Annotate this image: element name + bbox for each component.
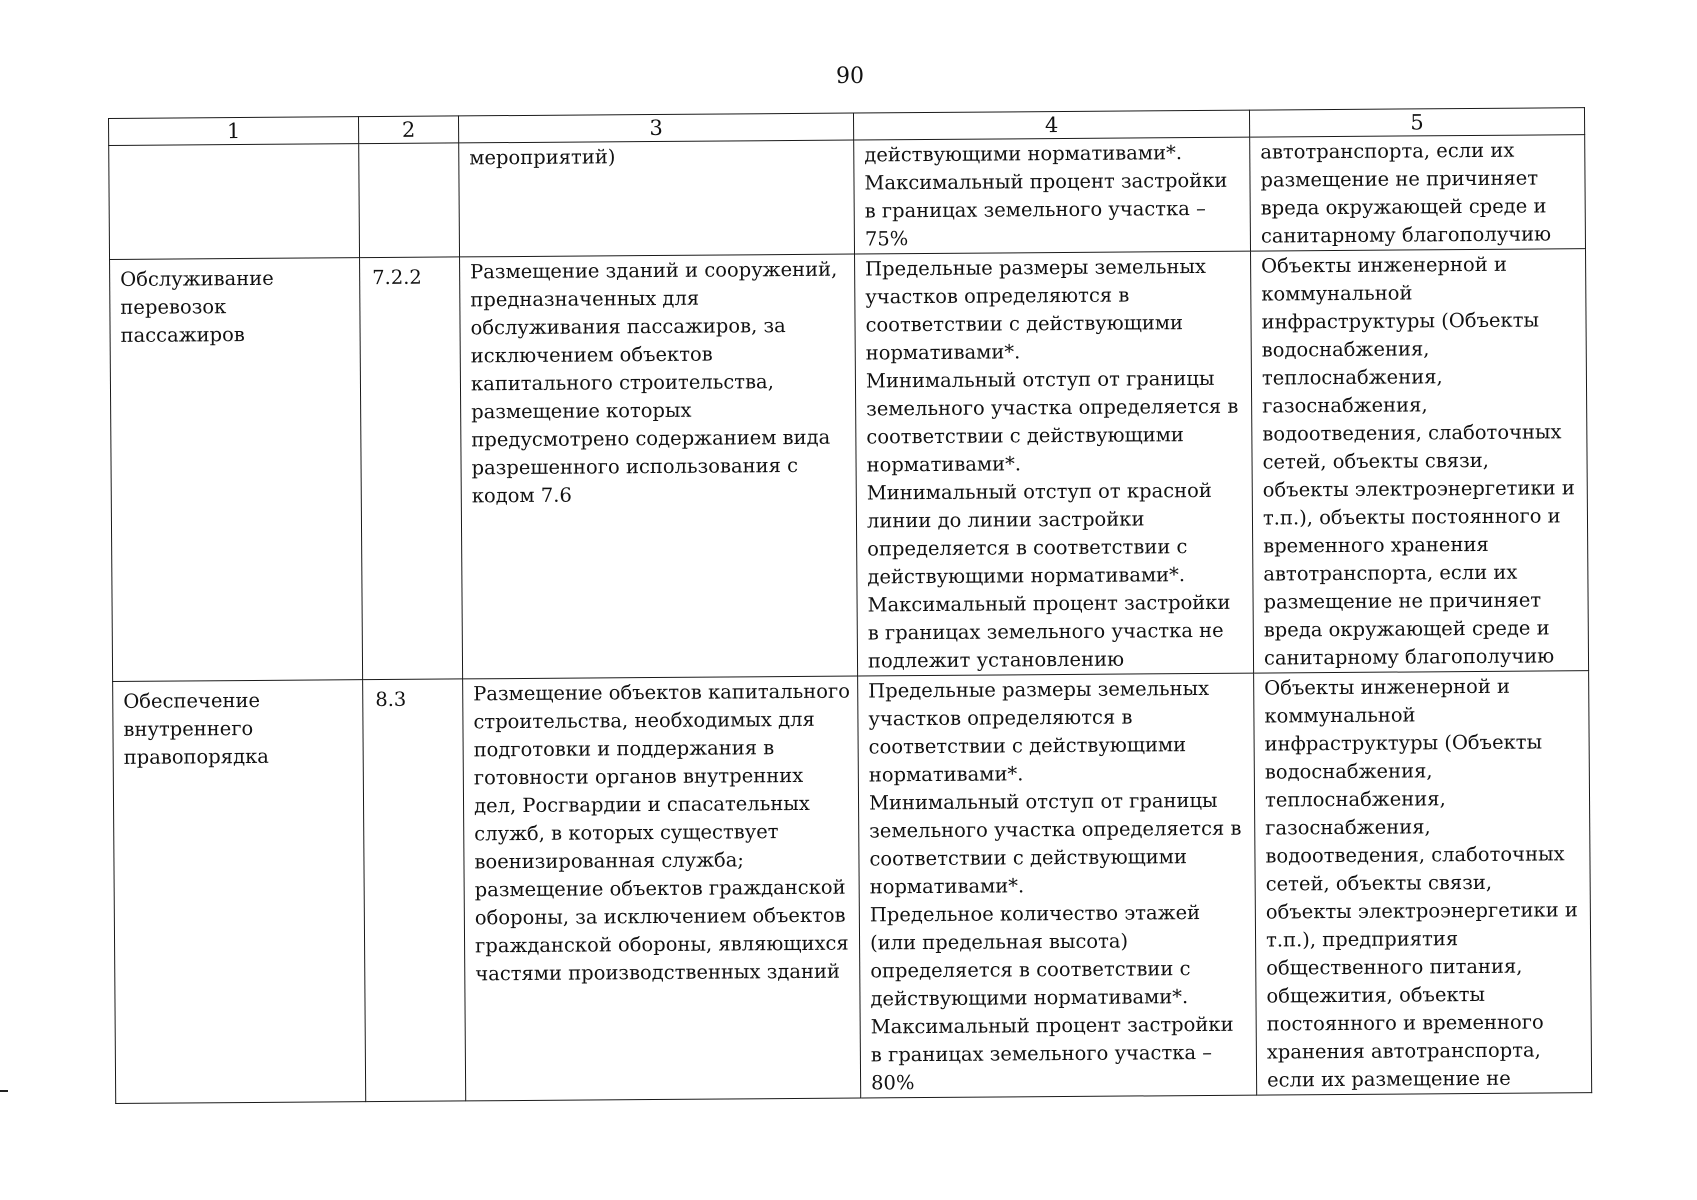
text-line: размещение не причиняет xyxy=(1260,166,1539,192)
parameters-cell xyxy=(855,251,1254,676)
text-line: Объекты инженерной и xyxy=(1261,252,1507,278)
use-name-cell xyxy=(109,144,360,260)
text-line: водоотведения, слаботочных xyxy=(1262,420,1562,446)
text-line: Предельные размеры земельных xyxy=(868,676,1210,703)
text-line: Обслуживание xyxy=(120,266,274,291)
text-line: Максимальный процент застройки xyxy=(867,590,1231,617)
text-line: обслуживания пассажиров, за xyxy=(470,314,786,340)
text-line: частями производственных зданий xyxy=(475,959,841,986)
use-code-cell: 7.2.2 xyxy=(360,257,463,680)
text-line: военизированная служба; xyxy=(474,848,745,874)
page-number: 90 xyxy=(836,64,864,89)
text-line: правопорядка xyxy=(123,744,269,769)
text-line: Предельные размеры земельных xyxy=(865,254,1207,281)
parameters-cell xyxy=(854,137,1251,254)
column-number-1: 1 xyxy=(109,117,359,146)
text-line: нормативами*. xyxy=(869,874,1025,899)
text-line: инфраструктуры (Объекты xyxy=(1261,308,1540,334)
text-line: вреда окружающей среде и xyxy=(1260,194,1547,220)
text-line: вреда окружающей среде и xyxy=(1263,616,1550,642)
text-line: служб, в которых существует xyxy=(474,820,779,846)
text-line: водоотведения, слаботочных xyxy=(1265,842,1565,868)
text-line: сетей, объекты связи, xyxy=(1265,870,1493,896)
text-line: нормативами*. xyxy=(868,762,1024,787)
text-line: Минимальный отступ от границы xyxy=(868,788,1218,815)
text-line: действующими нормативами*. xyxy=(864,141,1183,167)
text-line: предназначенных для xyxy=(470,286,700,312)
text-line: водоснабжения, xyxy=(1264,759,1433,784)
text-line: участков определяются в xyxy=(868,705,1133,731)
text-line: Минимальный отступ от границы xyxy=(865,366,1215,393)
text-line: разрешенного использования с xyxy=(471,453,799,480)
column-number-4: 4 xyxy=(853,110,1249,140)
text-line: предусмотрено содержанием вида xyxy=(471,425,831,452)
text-line: газоснабжения, xyxy=(1262,393,1428,418)
text-line: общежития, объекты xyxy=(1266,982,1486,1008)
text-line: действующими нормативами*. xyxy=(870,985,1189,1011)
text-line: т.п.), объекты постоянного и xyxy=(1262,504,1561,530)
column-number-3: 3 xyxy=(458,113,853,143)
text-line: автотранспорта, если их xyxy=(1260,138,1515,164)
text-line: в границах земельного участка не xyxy=(867,618,1224,645)
text-line: теплоснабжения, xyxy=(1261,365,1443,390)
text-line: Максимальный процент застройки xyxy=(870,1012,1234,1039)
parameters-cell xyxy=(858,673,1257,1098)
table-row xyxy=(110,249,1589,682)
text-line: соответствии с действующими xyxy=(866,423,1184,449)
text-line: готовности органов внутренних xyxy=(473,763,804,790)
text-line: внутреннего xyxy=(123,716,254,741)
text-line: соответствии с действующими xyxy=(869,845,1187,871)
table-row xyxy=(109,135,1586,260)
use-code-cell xyxy=(359,143,460,258)
text-line: размещение которых xyxy=(471,398,692,424)
text-line: обороны, за исключением объектов xyxy=(474,903,846,930)
text-line: объекты электроэнергетики и xyxy=(1265,898,1578,924)
text-line: Объекты инженерной и xyxy=(1264,674,1511,700)
auxiliary-uses-cell xyxy=(1251,249,1589,673)
text-line: 75% xyxy=(864,227,909,251)
text-line: земельного участка определяется в xyxy=(869,816,1242,843)
text-line: мероприятий) xyxy=(469,145,616,170)
column-number-2: 2 xyxy=(358,116,458,144)
text-line: объекты электроэнергетики и xyxy=(1262,476,1575,502)
text-line: соответствии с действующими xyxy=(865,311,1184,337)
text-line: санитарному благополучию xyxy=(1260,222,1552,248)
text-line: Обеспечение xyxy=(123,688,261,713)
use-description-cell xyxy=(460,254,858,679)
text-line: в границах земельного участка – xyxy=(864,196,1206,223)
text-line: Размещение объектов капитального xyxy=(473,679,851,706)
text-line: капитального строительства, xyxy=(470,370,774,396)
text-line: Минимальный отступ от красной xyxy=(866,478,1212,505)
text-line: исключением объектов xyxy=(470,342,713,368)
text-line: теплоснабжения, xyxy=(1264,787,1446,812)
text-line: кодом 7.6 xyxy=(471,483,572,508)
auxiliary-uses-cell xyxy=(1254,671,1592,1095)
use-description-cell xyxy=(459,140,855,257)
text-line: дел, Росгвардии и спасательных xyxy=(473,791,810,818)
table-row xyxy=(113,671,1592,1104)
text-line: Размещение зданий и сооружений, xyxy=(470,257,838,284)
text-line: коммунальной xyxy=(1264,703,1416,728)
text-line: размещение объектов гражданской xyxy=(474,875,846,902)
text-line: т.п.), предприятия xyxy=(1265,927,1459,952)
text-line: пассажиров xyxy=(120,323,245,347)
text-line: размещение не причиняет xyxy=(1263,588,1542,614)
text-line: временного хранения xyxy=(1263,532,1489,558)
use-name-cell xyxy=(113,680,366,1104)
text-line: общественного питания, xyxy=(1266,954,1523,980)
text-line: линии до линии застройки xyxy=(866,507,1145,533)
auxiliary-uses-cell xyxy=(1250,135,1586,251)
use-code-cell: 8.3 xyxy=(363,679,466,1102)
text-line: определяется в соответствии с xyxy=(867,535,1188,561)
text-line: гражданской обороны, являющихся xyxy=(474,931,849,958)
text-line: хранения автотранспорта, xyxy=(1266,1038,1541,1064)
text-line: нормативами*. xyxy=(866,452,1022,477)
use-description-cell xyxy=(463,676,861,1101)
text-line: (или предельная высота) xyxy=(869,929,1129,955)
text-line: действующими нормативами*. xyxy=(867,563,1186,589)
text-line: Максимальный процент застройки xyxy=(864,168,1228,195)
text-line: перевозок xyxy=(120,295,227,319)
text-line: 80% xyxy=(871,1071,915,1095)
text-line: автотранспорта, если их xyxy=(1263,560,1518,586)
text-line: если их размещение не xyxy=(1266,1066,1511,1092)
text-line: строительства, необходимых для xyxy=(473,707,815,734)
use-name-cell xyxy=(110,258,363,682)
text-line: соответствии с действующими xyxy=(868,733,1187,759)
land-use-table xyxy=(108,107,1592,1104)
text-line: подлежит установлению xyxy=(867,647,1125,673)
text-line: санитарному благополучию xyxy=(1263,644,1555,670)
text-line: определяется в соответствии с xyxy=(870,957,1191,983)
text-line: Предельное количество этажей xyxy=(869,901,1201,927)
text-line: в границах земельного участка – xyxy=(870,1040,1213,1067)
text-line: коммунальной xyxy=(1261,281,1413,306)
text-line: постоянного и временного xyxy=(1266,1010,1544,1036)
text-line: газоснабжения, xyxy=(1265,815,1431,840)
text-line: сетей, объекты связи, xyxy=(1262,448,1489,474)
text-line: земельного участка определяется в xyxy=(866,394,1239,421)
column-number-5: 5 xyxy=(1249,108,1584,137)
text-line: подготовки и поддержания в xyxy=(473,736,775,762)
text-line: нормативами*. xyxy=(865,340,1021,365)
text-line: инфраструктуры (Объекты xyxy=(1264,730,1543,756)
text-line: участков определяются в xyxy=(865,283,1130,309)
text-line: водоснабжения, xyxy=(1261,337,1430,362)
margin-mark xyxy=(0,1090,8,1092)
